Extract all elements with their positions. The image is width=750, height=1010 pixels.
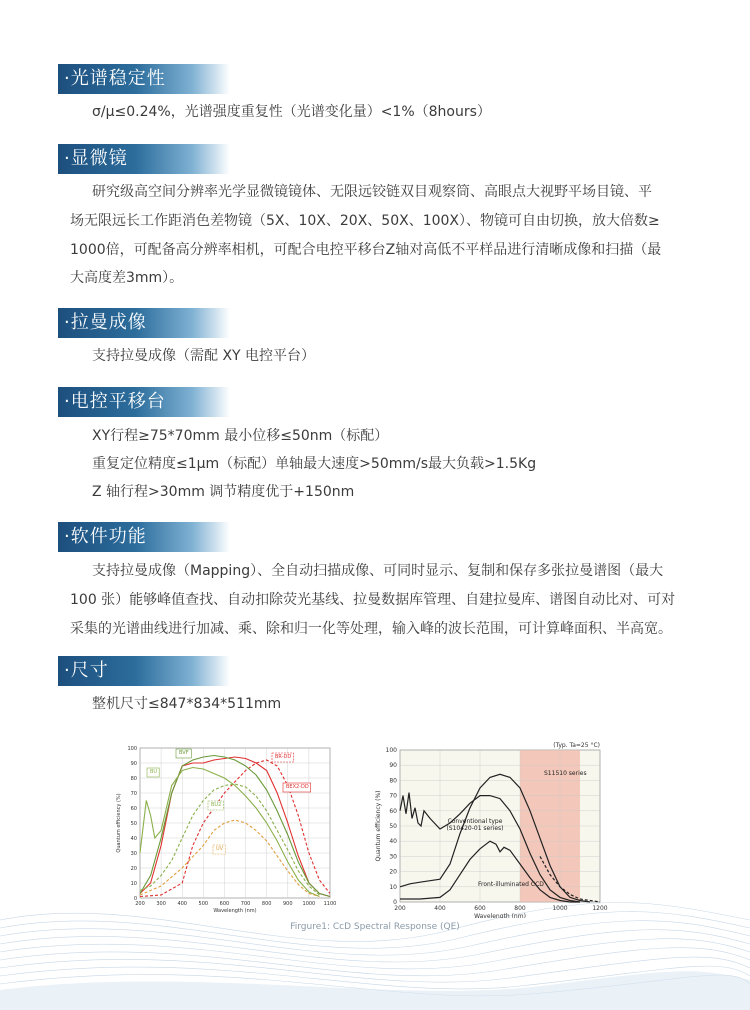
y-tick-label: 30 <box>130 851 137 857</box>
raman-imaging-text: 支持拉曼成像（需配 XY 电控平台） <box>92 348 316 364</box>
x-tick-label: 1100 <box>323 901 337 907</box>
y-axis-label: Quantum efficiency (%) <box>375 790 382 862</box>
x-tick-label: 1000 <box>302 901 316 907</box>
software-text-line-3: 采集的光谱曲线进行加减、乘、除和归一化等处理，输入峰的波长范围，可计算峰面积、半高宽。 <box>70 621 672 637</box>
section-header-software-functions: ·软件功能 <box>58 522 230 552</box>
section-header-dimensions: ·尺寸 <box>58 656 230 686</box>
y-tick-label: 100 <box>127 746 137 752</box>
y-tick-label: 0 <box>393 899 397 906</box>
section-header-raman-imaging: ·拉曼成像 <box>58 308 230 338</box>
dimensions-text: 整机尺寸≤847*834*511mm <box>92 696 282 712</box>
series-label: Front-illuminated CCD <box>478 881 544 888</box>
motorized-stage-text-line-1: XY行程≥75*70mm 最小位移≤50nm（标配） <box>92 428 389 444</box>
y-tick-label: 10 <box>389 883 397 891</box>
y-tick-label: 20 <box>389 868 397 876</box>
x-tick-label: 400 <box>177 901 187 907</box>
software-text-line-2: 100 张）能够峰值查找、自动扣除荧光基线、拉曼数据库管理、自建拉曼库、谱图自动比对、可对 <box>70 592 676 608</box>
series-label: BU2 <box>211 802 222 808</box>
series-label-conventional-type: Conventional type <box>447 818 503 825</box>
section-header-microscope: ·显微镜 <box>58 144 230 174</box>
x-tick-label: 200 <box>394 905 406 912</box>
y-tick-label: 20 <box>130 866 137 872</box>
x-axis-label: Wavelength (nm) <box>213 908 257 914</box>
section-header-spectral-stability: ·光谱稳定性 <box>58 64 230 94</box>
y-tick-label: 0 <box>133 896 137 902</box>
x-tick-label: 900 <box>283 901 293 907</box>
series-label: UV <box>216 846 224 852</box>
x-tick-label: 800 <box>261 901 272 907</box>
x-tick-label: 300 <box>156 901 166 907</box>
y-tick-label: 80 <box>389 777 397 785</box>
y-tick-label: 70 <box>130 791 137 797</box>
spectral-stability-text: σ/μ≤0.24%，光谱强度重复性（光谱变化量）<1%（8hours） <box>92 104 491 120</box>
series-label: S11510 series <box>544 770 587 777</box>
software-text-line-1: 支持拉曼成像（Mapping）、全自动扫描成像、可同时显示、复制和保存多张拉曼谱图（最大 <box>92 563 664 579</box>
chart-title: (Typ. Ta=25 °C) <box>553 742 600 749</box>
y-tick-label: 50 <box>130 821 137 827</box>
section-header-motorized-stage: ·电控平移台 <box>58 387 230 417</box>
microscope-text-line-3: 1000倍，可配备高分辨率相机，可配合电控平移台Z轴对高低不平样品进行清晰成像和扫描（最 <box>70 242 662 258</box>
figure-caption: Firgure1: CcD Spectral Response (QE) <box>290 922 460 932</box>
x-tick-label: 400 <box>434 905 446 912</box>
y-tick-label: 40 <box>130 836 137 842</box>
x-tick-label: 600 <box>474 905 486 912</box>
qe-chart-left <box>112 740 352 920</box>
y-axis-label: Quantum efficiency (%) <box>116 793 122 853</box>
microscope-text-line-2: 场无限远长工作距消色差物镜（5X、10X、20X、50X、100X）、物镜可自由切换，放大倍数≥ <box>70 213 660 229</box>
x-tick-label: 700 <box>240 901 251 907</box>
x-axis-label: Wavelength (nm) <box>474 913 526 918</box>
series-label-conventional-type-model: (S10420-01 series) <box>446 825 504 832</box>
y-tick-label: 100 <box>385 747 397 754</box>
x-tick-label: 800 <box>514 905 526 912</box>
series-label: BU <box>150 769 158 775</box>
y-tick-label: 50 <box>389 823 397 830</box>
y-tick-label: 80 <box>130 776 137 782</box>
y-tick-label: 40 <box>389 838 397 846</box>
series-label: BVF <box>179 750 189 756</box>
microscope-text-line-4: 大高度差3mm）。 <box>70 270 184 286</box>
y-tick-label: 70 <box>389 792 397 800</box>
y-tick-label: 90 <box>389 762 397 770</box>
x-tick-label: 600 <box>219 901 230 907</box>
y-tick-label: 10 <box>130 881 137 887</box>
y-tick-label: 60 <box>389 807 397 815</box>
y-tick-label: 60 <box>130 806 137 812</box>
x-tick-label: 1000 <box>552 905 568 912</box>
qe-chart-right <box>372 738 612 918</box>
motorized-stage-text-line-2: 重复定位精度≤1μm（标配）单轴最大速度>50mm/s最大负载>1.5Kg <box>92 456 537 472</box>
x-tick-label: 200 <box>135 901 145 907</box>
x-tick-label: 1200 <box>592 905 608 912</box>
y-tick-label: 90 <box>130 761 137 767</box>
y-tick-label: 30 <box>389 853 397 861</box>
series-label: BR-DD <box>275 754 292 760</box>
motorized-stage-text-line-3: Z 轴行程>30mm 调节精度优于+150nm <box>92 484 355 500</box>
microscope-text-line-1: 研究级高空间分辨率光学显微镜镜体、无限远铰链双目观察筒、高眼点大视野平场目镜、平 <box>92 184 652 200</box>
x-tick-label: 500 <box>198 901 209 907</box>
series-label: BEX2-DD <box>286 784 309 790</box>
